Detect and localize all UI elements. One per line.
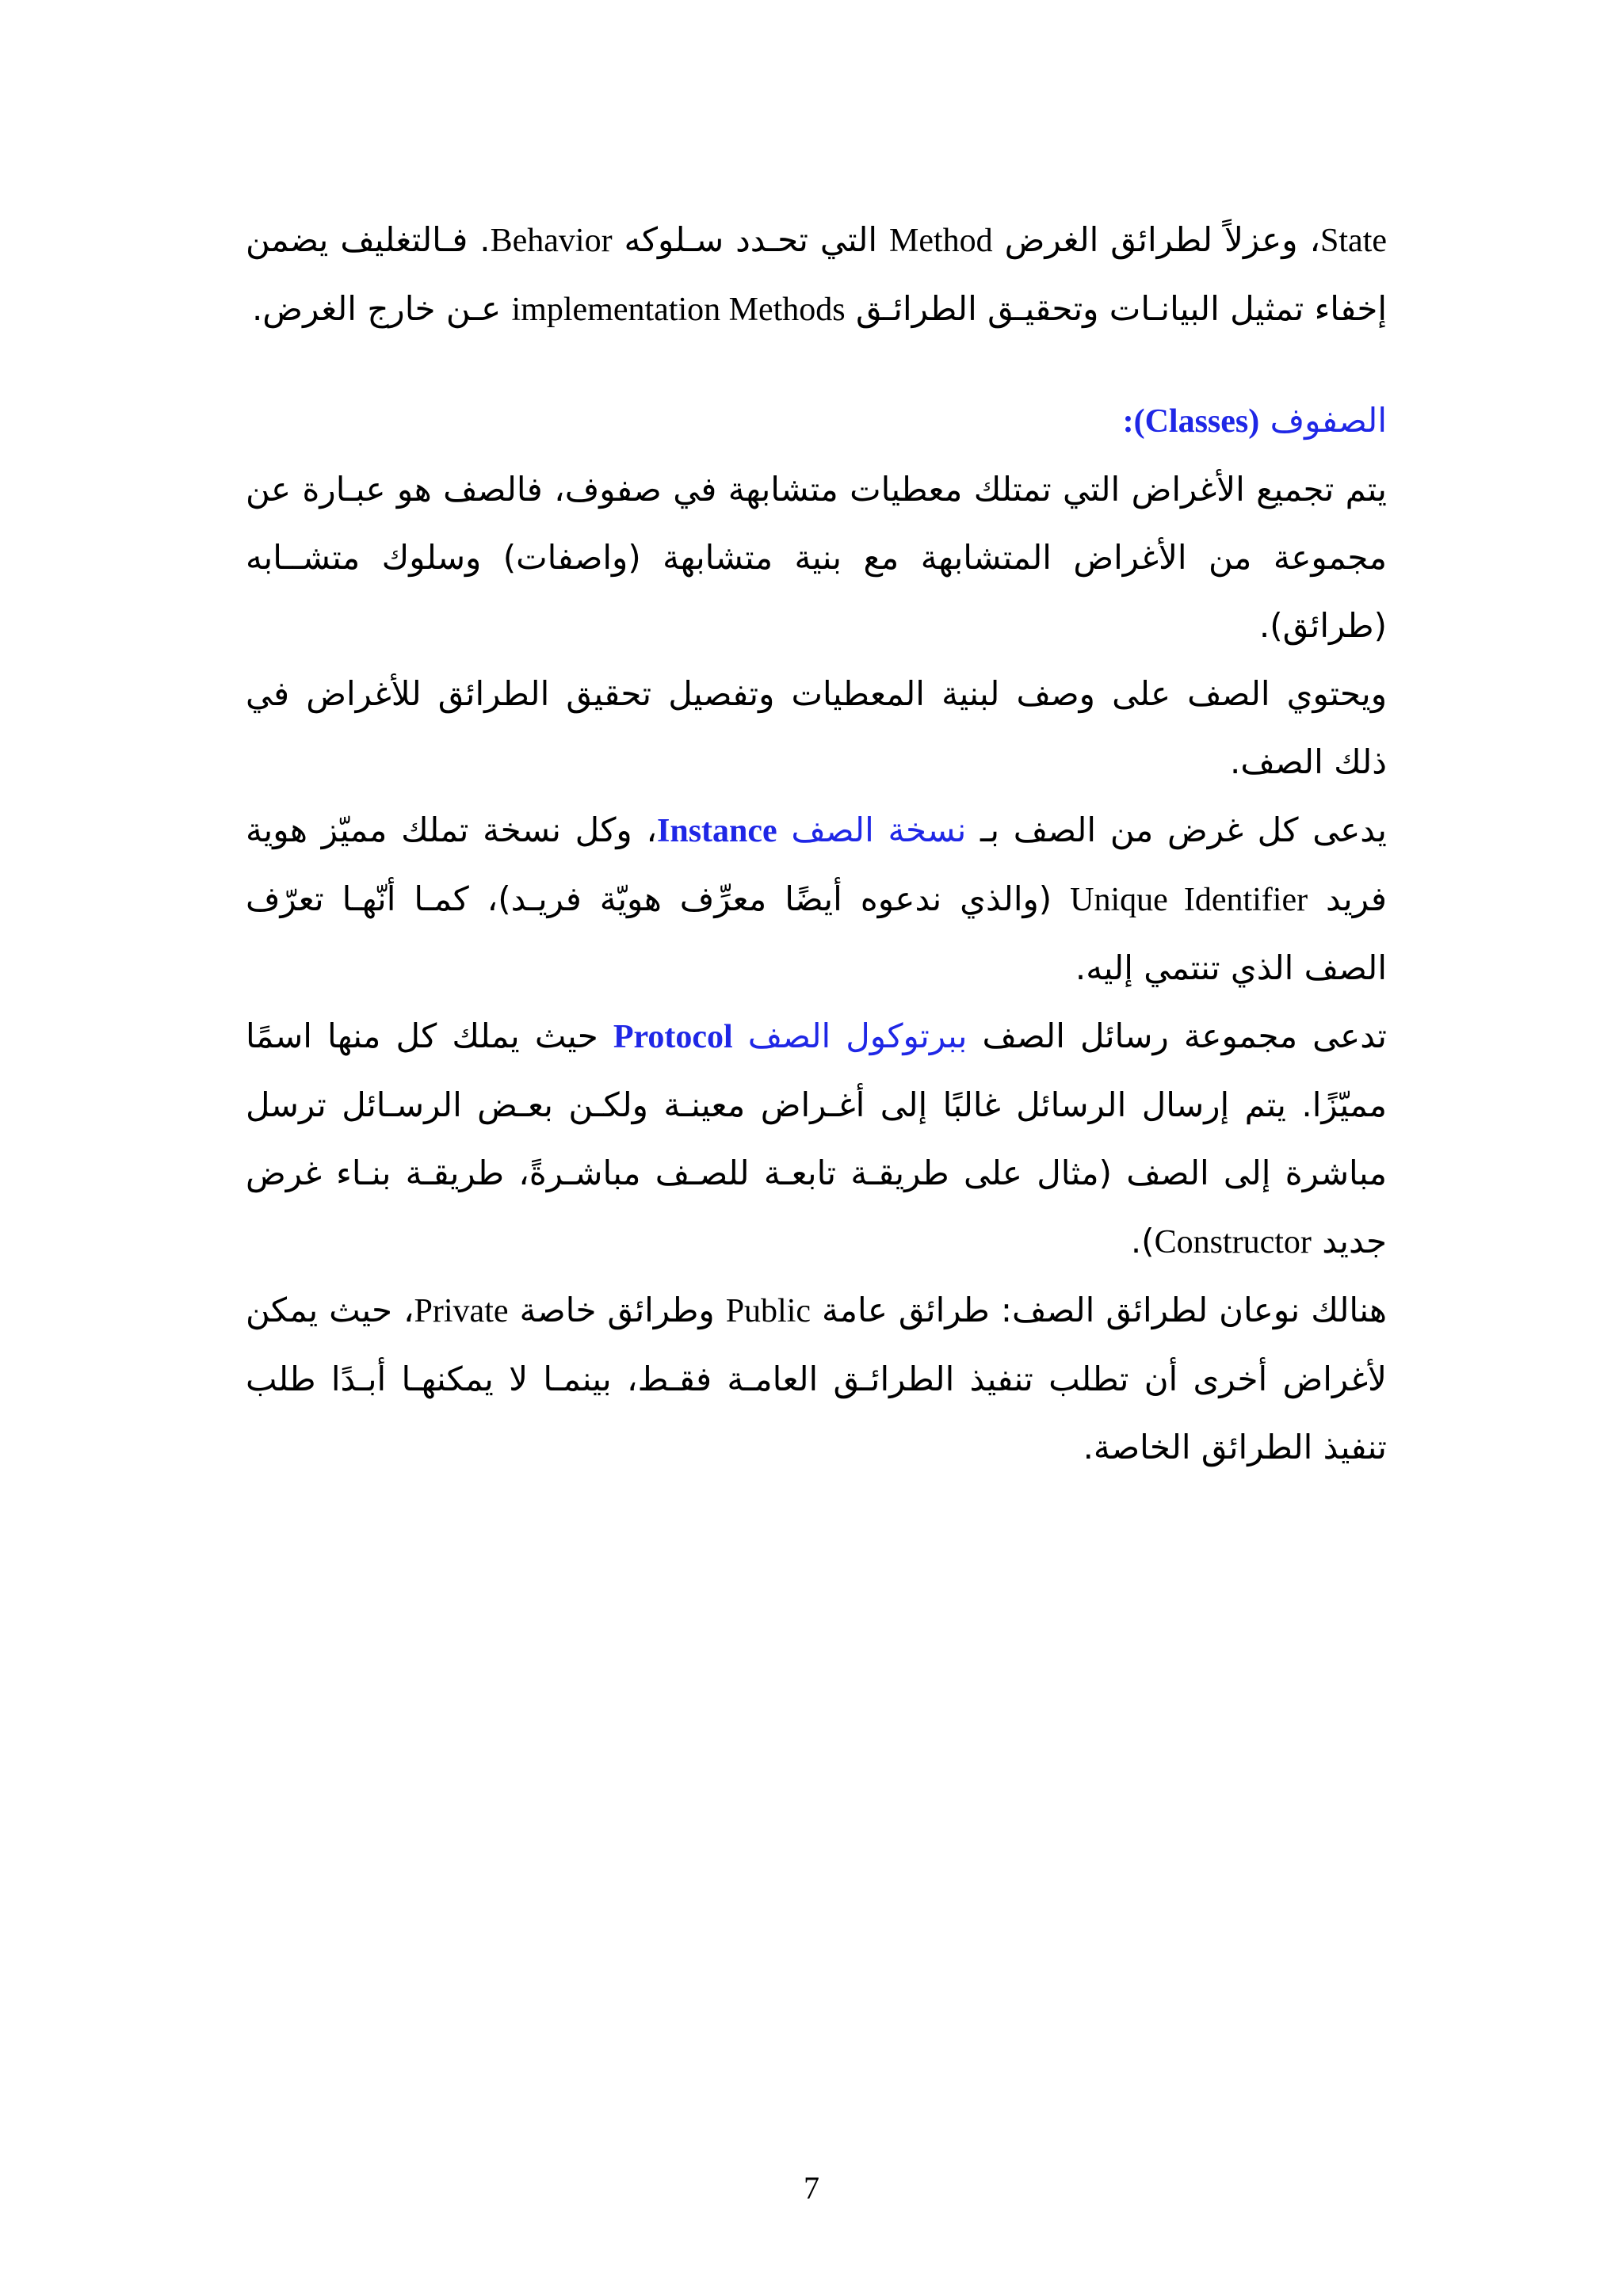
heading-latin: (Classes):	[1122, 403, 1260, 440]
text-run: (والذي ندعوه أيضًا معرِّف هويّة فريـد)، كمـا أنّهـا تعرّف الصف الذي تنتمي إليه.	[246, 879, 1387, 987]
text-run: التي تحـدد سـلوكه	[612, 220, 890, 259]
paragraph-instance	[246, 796, 1387, 1002]
text-run: ).	[1130, 1222, 1155, 1261]
text-run: يدعى كل غرض من الصف بـ	[966, 810, 1387, 849]
paragraph-encapsulation	[246, 206, 1387, 344]
text-run: ، حيث يمكن لأغراض أخرى أن تطلب تنفيذ الطرائـق العامـة فقـط، بينمـا لا يمكنهـا أبـدًا طلب تنفيذ الطرائق الخاصة.	[246, 1291, 1387, 1466]
text-run: تدعى مجموعة رسائل الصف	[967, 1016, 1387, 1055]
paragraph-method-types	[246, 1276, 1387, 1482]
text-run: . فـالتغليف يضمن إخفاء تمثيل البيانـات وتحقيـق الطرائـق	[246, 220, 1387, 328]
term-methods-implementation: implementation Methods	[511, 292, 846, 328]
paragraph-protocol	[246, 1002, 1387, 1276]
document-body	[246, 206, 1387, 1482]
term-constructor: Constructor	[1154, 1224, 1312, 1261]
text-run: هنالك نوعان لطرائق الصف: طرائق عامة	[811, 1291, 1388, 1329]
paragraph-class-definition: يتم تجميع الأغراض التي تمتلك معطيات متشابهة في صفوف، فالصف هو عبـارة عن مجموعة من الأغراض المتشابهة مع بنية متشابهة (واصفات) وسلوك متشــابه (طرائق).	[246, 470, 1387, 645]
spacer	[246, 344, 1387, 387]
text-run: ، وعزلاً لطرائق الغرض	[992, 220, 1321, 259]
term-state: State	[1320, 223, 1388, 259]
text-run: عـن خارج الغرض.	[251, 289, 512, 328]
term-instance-arabic: نسخة الصف	[777, 810, 967, 849]
term-public: Public	[725, 1293, 812, 1329]
term-protocol: Protocol	[613, 1019, 733, 1055]
text-run: حيث يملك كل منها اسمًا مميّزًا. يتم إرسال الرسائل غالبًا إلى أغـراض معينـة ولكـن بعـض الرسـائل ترسل مباشرة إلى الصف (مثال على طريقـة تابعـة للصـف مباشـرةً، طريقـة بنـاء غرض جديد	[246, 1016, 1387, 1261]
page-number: 7	[804, 2170, 819, 2206]
term-method: Method	[889, 223, 993, 259]
text-run: وطرائق خاصة	[508, 1291, 726, 1329]
term-behavior: Behavior	[490, 223, 613, 259]
term-protocol-arabic: ببرتوكول الصف	[732, 1016, 968, 1055]
section-heading-classes	[246, 387, 1387, 456]
term-instance: Instance	[657, 813, 777, 849]
term-private: Private	[414, 1293, 509, 1329]
term-unique-identifier: Unique Identifier	[1070, 882, 1308, 918]
paragraph-class-contents: ويحتوي الصف على وصف لبنية المعطيات وتفصيل تحقيق الطرائق للأغراض في ذلك الصف.	[246, 674, 1387, 781]
text-run: ، وكل نسخة تملك مميّز هوية فريد	[246, 810, 1387, 918]
heading-arabic: الصفوف	[1259, 401, 1387, 440]
